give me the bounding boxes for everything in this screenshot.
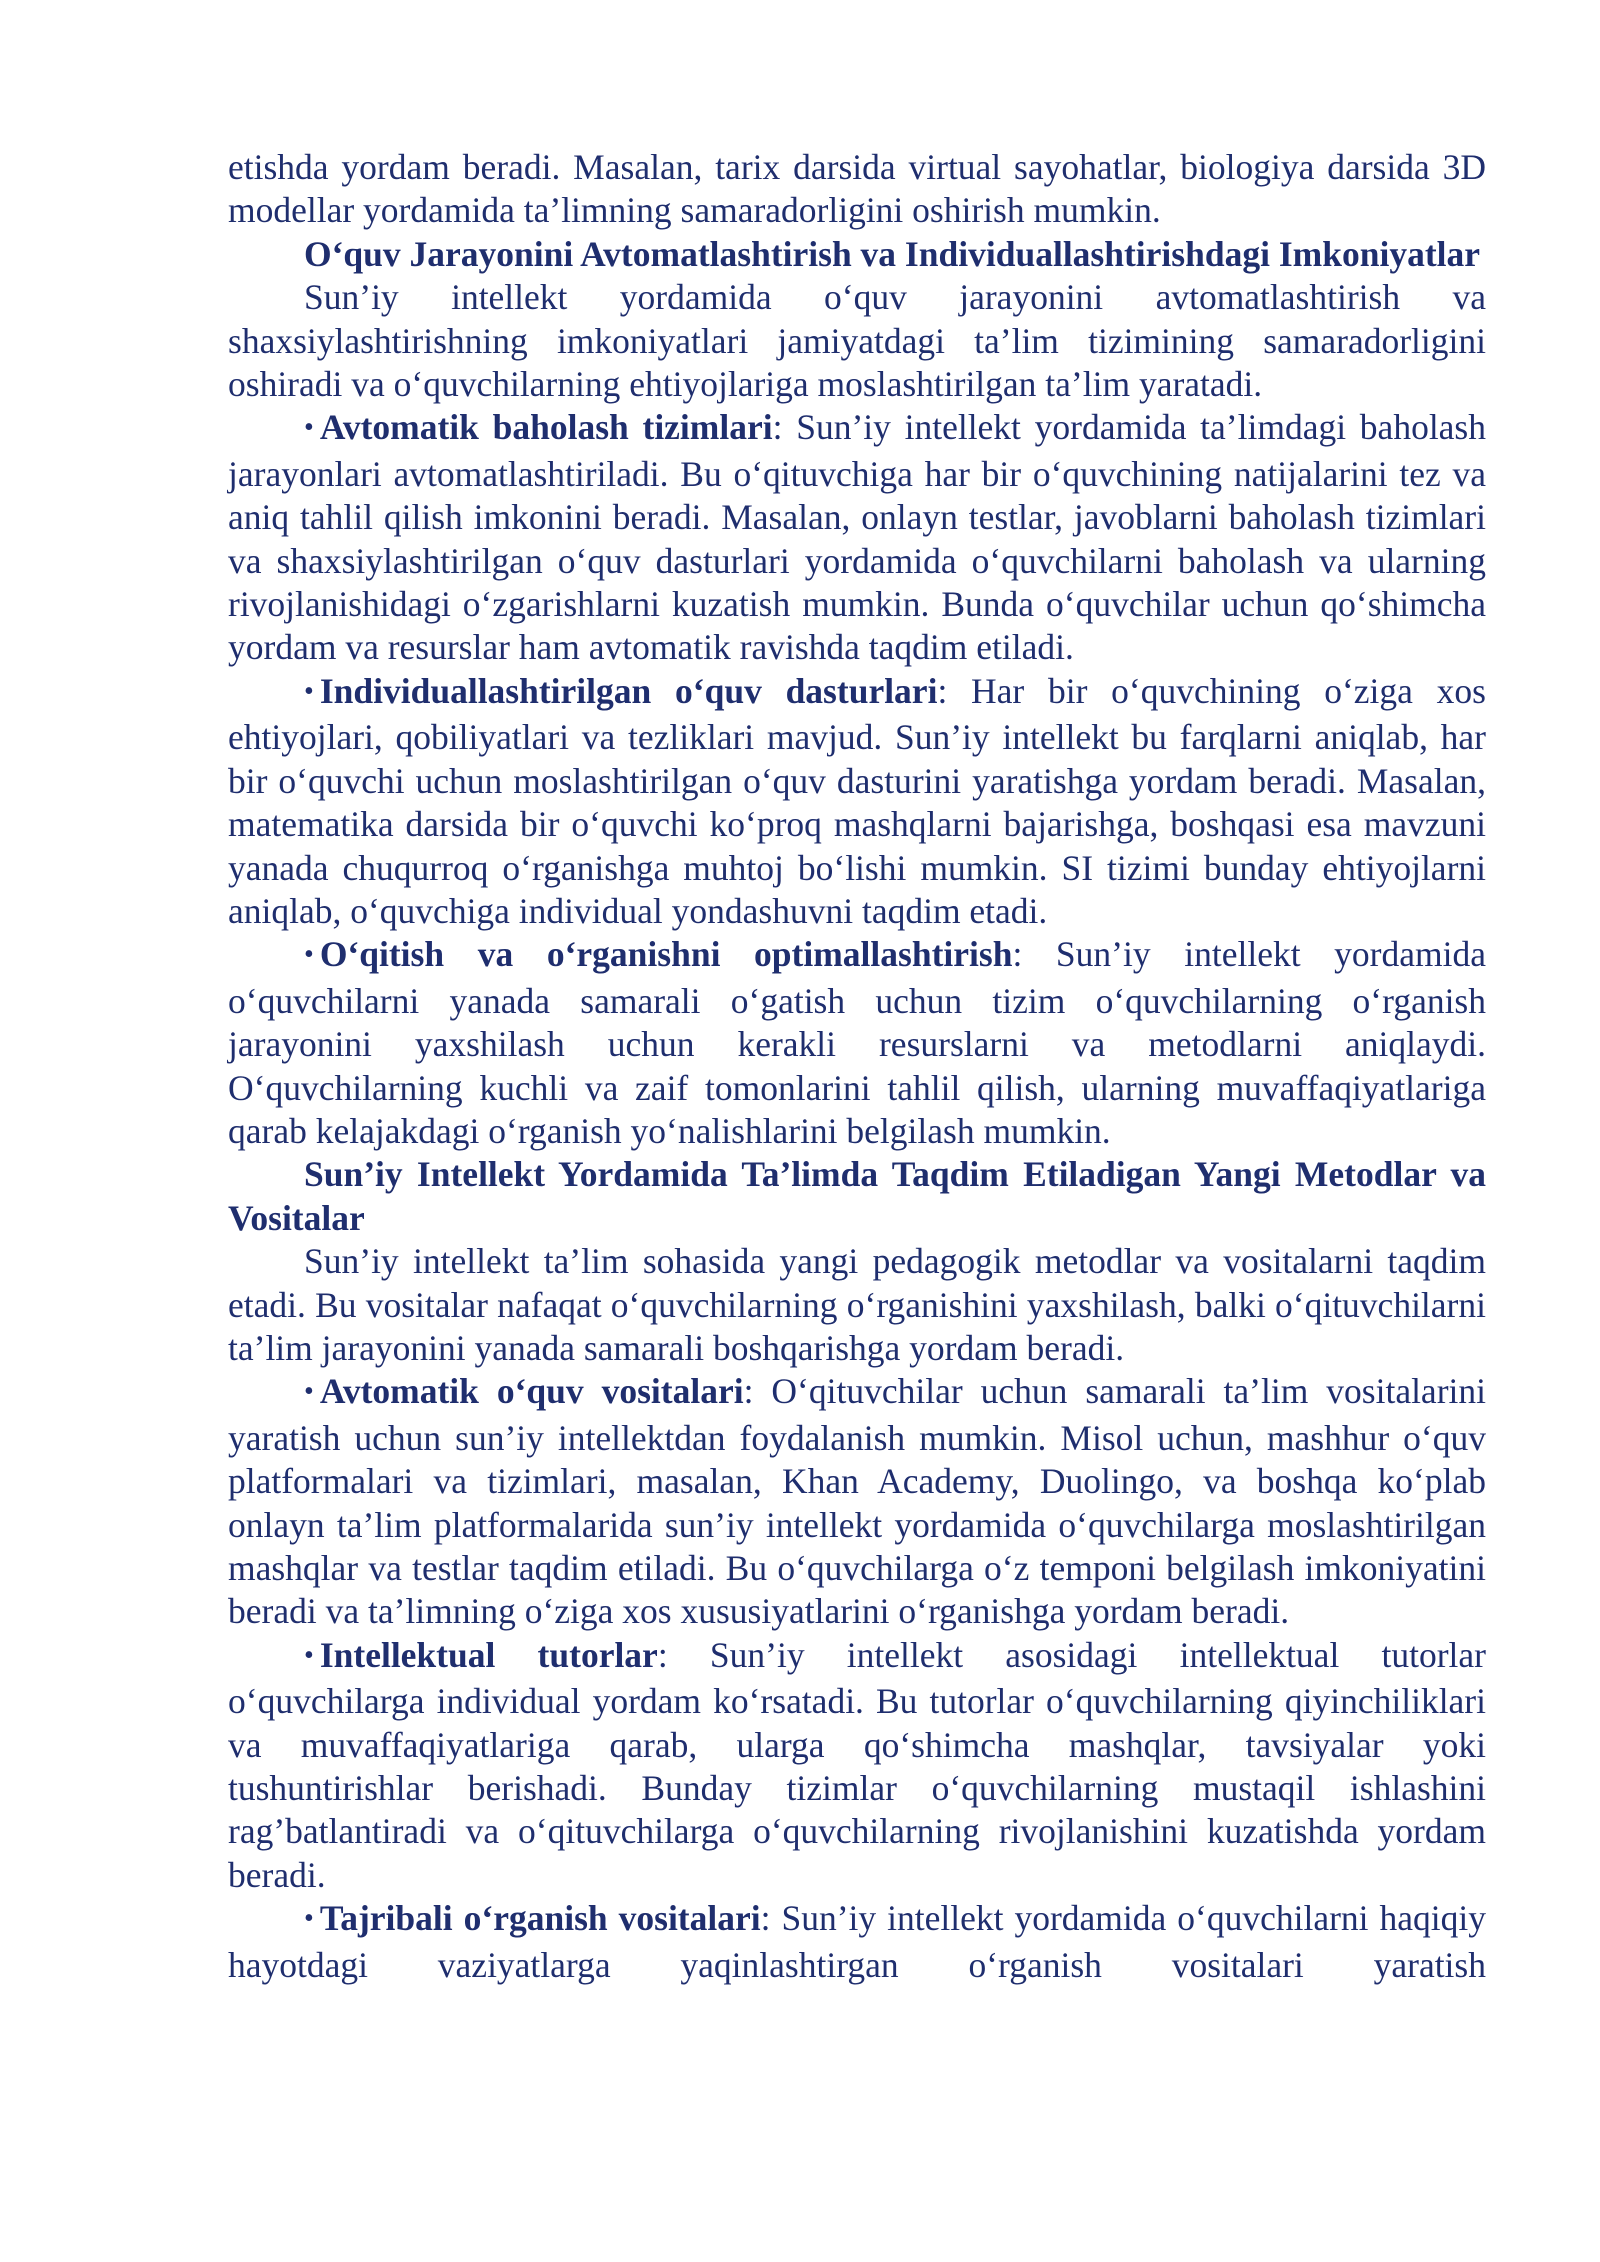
bullet-text: : O‘qituvchilar uchun samarali ta’lim vositalarini yaratish uchun sun’iy intellektdan foydalanish mumkin. Misol uchun, mashhur o‘quv platformalari va tizimlari, masalan, Khan Academy, Duolingo, va boshqa ko‘plab onlayn ta’lim platformalarida sun’iy intellekt yordamida o‘quvchilarga moslashtirilgan mashqlar va testlar taqdim etiladi. Bu o‘quvchilarga o‘z temponi belgilash imkoniyatini beradi va ta’limning o‘ziga xos xususiyatlarini o‘rganishga yordam beradi. bbox=[228, 1371, 1486, 1632]
bullet-text: : Sun’iy intellekt yordamida o‘quvchilarni yanada samarali o‘gatish uchun tizim o‘quvchilarning o‘rganish jarayonini yaxshilash uchun kerakli resurslarni va metodlarni aniqlaydi. O‘quvchilarning kuchli va zaif tomonlarini tahlil qilish, ularning muvaffaqiyatlariga qarab kelajakdagi o‘rganish yo‘nalishlarini belgilash mumkin. bbox=[228, 934, 1486, 1151]
bullet-term: Individuallashtirilgan o‘quv dasturlari bbox=[319, 670, 938, 711]
bullet-text: : Sun’iy intellekt yordamida ta’limdagi baholash jarayonlari avtomatlashtiriladi. Bu o‘qituvchiga har bir o‘quvchining natijalarini tez va aniq tahlil qilish imkonini beradi. Masalan, onlayn testlar, javoblarni baholash tizimlari va shaxsiylashtirilgan o‘quv dasturlari yordamida o‘quvchilarni baholash va ularning rivojlanishidagi o‘zgarishlarni kuzatish mumkin. Bunda o‘quvchilar uchun qo‘shimcha yordam va resurslar ham avtomatik ravishda taqdim etiladi. bbox=[228, 407, 1486, 668]
bullet-individualized-programs bbox=[228, 670, 1486, 933]
bullet-icon: • bbox=[304, 939, 314, 971]
bullet-intelligent-tutors bbox=[228, 1634, 1486, 1897]
paragraph-continuation: etishda yordam beradi. Masalan, tarix darsida virtual sayohatlar, biologiya darsida 3D modellar yordamida ta’limning samaradorligini oshirish mumkin. bbox=[228, 147, 1486, 231]
section-heading-new-methods: Sun’iy Intellekt Yordamida Ta’limda Taqdim Etiladigan Yangi Metodlar va Vositalar bbox=[228, 1154, 1486, 1238]
bullet-teaching-optimization bbox=[228, 933, 1486, 1153]
document-page bbox=[228, 146, 1486, 1987]
bullet-term: O‘qitish va o‘rganishni optimallashtirish bbox=[319, 934, 1013, 975]
bullet-icon: • bbox=[304, 1903, 314, 1935]
bullet-icon: • bbox=[304, 412, 314, 444]
bullet-automatic-assessment bbox=[228, 406, 1486, 669]
paragraph-automation-intro: Sun’iy intellekt yordamida o‘quv jarayonini avtomatlashtirish va shaxsiylashtirishning imkoniyatlari jamiyatdagi ta’lim tizimining samaradorligini oshiradi va o‘quvchilarning ehtiyojlariga moslashtirilgan ta’lim yaratadi. bbox=[228, 277, 1486, 405]
bullet-icon: • bbox=[304, 675, 314, 707]
bullet-text: : Sun’iy intellekt yordamida o‘quvchilarni haqiqiy hayotdagi vaziyatlarga yaqinlashtirgan o‘rganish vositalari yaratish bbox=[228, 1898, 1486, 1985]
bullet-term: Avtomatik baholash tizimlari bbox=[319, 407, 773, 448]
bullet-text: : Sun’iy intellekt asosidagi intellektual tutorlar o‘quvchilarga individual yordam ko‘rsatadi. Bu tutorlar o‘quvchilarning qiyinchiliklari va muvaffaqiyatlariga qarab, ularga qo‘shimcha mashqlar, tavsiyalar yoki tushuntirishlar berishadi. Bunday tizimlar o‘quvchilarning mustaqil ishlashini rag’batlantiradi va o‘qituvchilarga o‘quvchilarning rivojlanishini kuzatishda yordam beradi. bbox=[228, 1634, 1486, 1895]
bullet-text: : Har bir o‘quvchining o‘ziga xos ehtiyojlari, qobiliyatlari va tezliklari mavjud. Sun’iy intellekt bu farqlarni aniqlab, har bir o‘quvchi uchun moslashtirilgan o‘quv dasturini yaratishga yordam beradi. Masalan, matematika darsida bir o‘quvchi ko‘proq mashqlarni bajarishga, boshqasi esa mavzuni yanada chuqurroq o‘rganishga muhtoj bo‘lishi mumkin. SI tizimi bunday ehtiyojlarni aniqlab, o‘quvchiga individual yondashuvni taqdim etadi. bbox=[228, 670, 1486, 931]
bullet-term: Tajribali o‘rganish vositalari bbox=[319, 1898, 761, 1939]
bullet-term: Intellektual tutorlar bbox=[319, 1634, 658, 1675]
paragraph-new-methods-intro: Sun’iy intellekt ta’lim sohasida yangi pedagogik metodlar va vositalarni taqdim etadi. Bu vositalar nafaqat o‘quvchilarning o‘rganishini yaxshilash, balki o‘qituvchilarni ta’lim jarayonini yanada samarali boshqarishga yordam beradi. bbox=[228, 1241, 1486, 1368]
bullet-automatic-tools bbox=[228, 1370, 1486, 1633]
bullet-term: Avtomatik o‘quv vositalari bbox=[319, 1371, 744, 1412]
bullet-experiential-tools bbox=[228, 1897, 1486, 1987]
section-heading-automation: O‘quv Jarayonini Avtomatlashtirish va Individuallashtirishdagi Imkoniyatlar bbox=[304, 233, 1481, 274]
bullet-icon: • bbox=[304, 1639, 314, 1671]
bullet-icon: • bbox=[304, 1376, 314, 1408]
